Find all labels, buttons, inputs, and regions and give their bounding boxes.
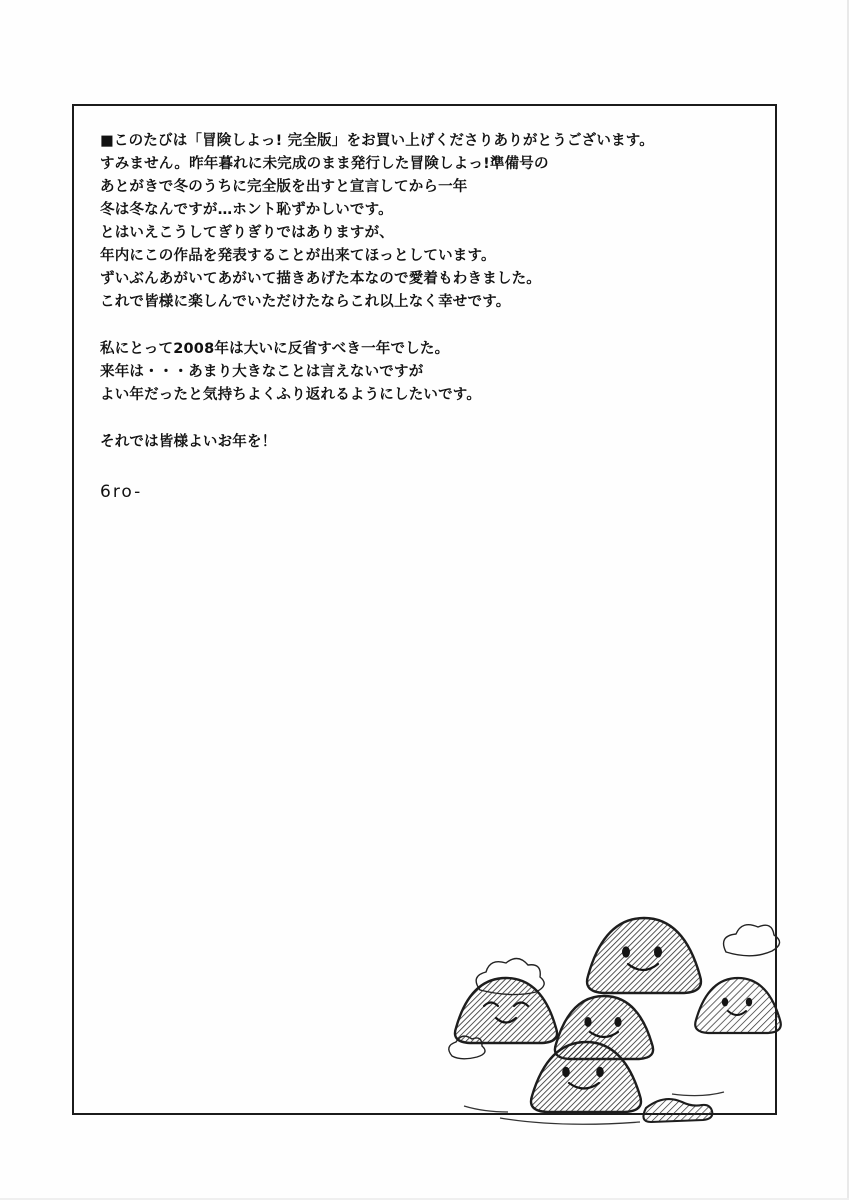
- afterword-line: それでは皆様よいお年を！: [100, 434, 277, 450]
- afterword-line: 年内にこの作品を発表することが出来てほっとしています。: [100, 248, 496, 264]
- afterword-text-block: [100, 130, 700, 502]
- slime-pile-illustration: [440, 880, 820, 1140]
- afterword-paragraph-3: [100, 431, 700, 454]
- afterword-line: ずいぶんあがいてあがいて描きあげた本なので愛着もわきました。: [100, 271, 541, 287]
- afterword-line: ■このたびは「冒険しよっ! 完全版」をお買い上げくださりありがとうございます。: [100, 133, 654, 149]
- afterword-paragraph-2: [100, 338, 700, 407]
- afterword-paragraph-1: [100, 130, 700, 314]
- afterword-line: これで皆様に楽しんでいただけたならこれ以上なく幸せです。: [100, 294, 511, 310]
- afterword-line: よい年だったと気持ちよくふり返れるようにしたいです。: [100, 387, 482, 403]
- afterword-line: とはいえこうしてぎりぎりではありますが、: [100, 225, 394, 241]
- afterword-line: 私にとって2008年は大いに反省すべき一年でした。: [100, 341, 450, 357]
- afterword-line: あとがきで冬のうちに完全版を出すと宣言してから一年: [100, 179, 468, 195]
- paragraph-spacer: [100, 314, 700, 338]
- author-signature: 6ro-: [100, 482, 143, 502]
- afterword-line: 冬は冬なんですが…ホント恥ずかしいです。: [100, 202, 393, 218]
- paragraph-spacer: [100, 407, 700, 431]
- afterword-line: すみません。昨年暮れに未完成のまま発行した冒険しよっ!準備号の: [100, 156, 549, 172]
- afterword-line: 来年は・・・あまり大きなことは言えないですが: [100, 364, 424, 380]
